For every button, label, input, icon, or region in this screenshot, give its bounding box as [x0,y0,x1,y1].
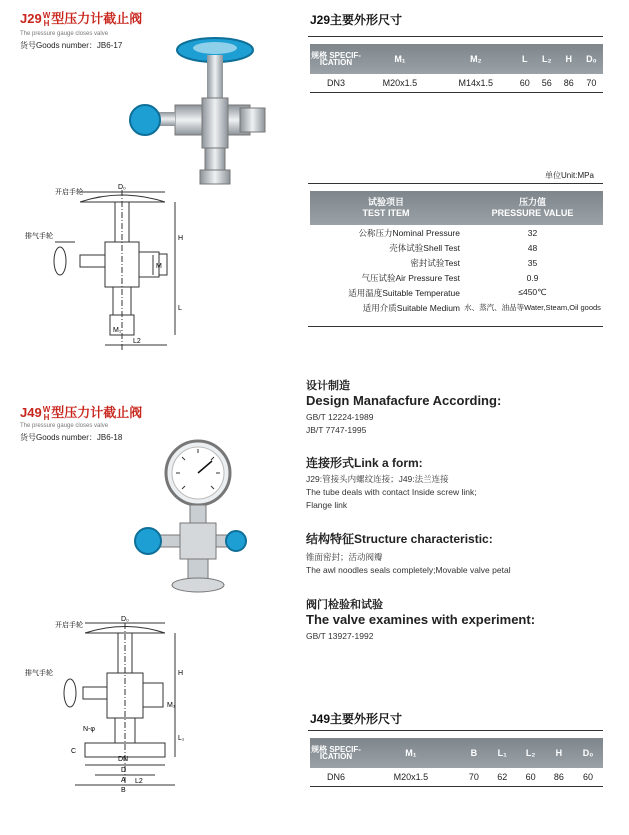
j49-spec-table [310,738,603,787]
test-item: 密封试验Test [410,257,460,268]
test-value: 32 [527,227,538,238]
divider [308,326,603,327]
dim-l2: L2 [133,338,141,345]
structure-heading: 结构特征Structure characteristic: [306,532,493,546]
table-header: 试验项目 TEST ITEM [310,191,462,225]
table-header: M₁ [362,44,438,74]
dim-l2: L2 [135,778,143,785]
table-cell: 60 [573,768,603,787]
design-section [306,377,616,437]
test-value: ≤450℃ [518,287,547,297]
test-item: 适用温度Suitable Temperatue [348,287,460,298]
dim-d0: D₀ [121,616,129,623]
dim-m1: M₁ [167,702,176,709]
j49-goods-number: 货号Goods number：JB6-18 [20,433,123,442]
divider [308,36,603,37]
label-open-handwheel: 开启手轮 [55,189,83,196]
test-value: 0.9 [526,272,539,283]
divider [308,730,603,731]
table-cell: 60 [514,74,536,93]
dim-b: B [121,787,126,794]
label-open-handwheel: 开启手轮 [55,622,83,629]
table-row [310,240,603,255]
table-cell: DN6 [310,768,362,787]
table-header: H [545,738,573,768]
table-row [310,74,603,93]
j29-subtitle: The pressure gauge closes valve [20,31,109,37]
inspection-heading-cn: 阀门检验和试验 [306,599,383,611]
table-cell: 86 [558,74,580,93]
dim-l1: L₁ [178,735,185,742]
inspection-heading-en: The valve examines with experiment: [306,612,536,627]
inspection-section [306,596,616,643]
table-header: M₂ [438,44,514,74]
j29-product-photo [120,20,280,195]
table-header-row [310,738,603,768]
test-value: 35 [527,257,538,268]
table-header: L₁ [488,738,516,768]
dim-d: D [121,767,127,774]
j29-technical-drawing [25,180,200,355]
design-line: GB/T 12224-1989 [306,412,374,422]
table-cell: 62 [488,768,516,787]
dim-a: A [121,777,126,784]
table-cell: 70 [460,768,488,787]
test-item: 公称压力Nominal Pressure [358,227,460,238]
table-cell: 70 [580,74,603,93]
j49-dimension-title: J49主要外形尺寸 [310,712,403,726]
dim-d0: D₀ [118,184,126,191]
table-row [310,225,603,240]
table-row [310,255,603,270]
test-table [310,191,603,315]
link-line: Flange link [306,500,348,510]
j49-product-photo [120,435,250,600]
test-item: 气压试验Air Pressure Test [361,272,460,283]
dim-n: N-φ [83,726,95,733]
link-heading: 连接形式Link a form: [306,456,423,470]
table-cell: 86 [545,768,573,787]
structure-line: The awl noodles seals completely;Movable valve petal [306,565,511,575]
link-section [306,454,616,512]
j29-dimension-title: J29主要外形尺寸 [310,13,403,27]
table-cell: M14x1.5 [438,74,514,93]
j29-goods-number: 货号Goods number：JB6-17 [20,41,123,50]
table-cell: 60 [516,768,544,787]
j29-title: J29W H 型压力计截止阀 [20,10,143,28]
j49-title: J49W H 型压力计截止阀 [20,404,143,422]
table-row [310,300,603,315]
table-header: L₂ [536,44,558,74]
dim-l: L [178,305,182,312]
design-line: JB/T 7747-1995 [306,425,367,435]
j29-spec-table [310,44,603,93]
structure-line: 锥面密封；活动阀瓣 [306,552,383,562]
test-item: 适用介质Suitable Medium [362,302,460,313]
table-cell: M20x1.5 [362,74,438,93]
dim-m1: M₁ [113,327,122,334]
table-header: D₀ [580,44,603,74]
dim-c: C [71,748,77,755]
table-header-row [310,44,603,74]
dim-dn: DN [118,756,129,763]
dim-h: H [178,235,184,242]
table-cell: 56 [536,74,558,93]
table-header: L₂ [516,738,544,768]
inspection-line: GB/T 13927-1992 [306,631,374,641]
design-heading-cn: 设计制造 [306,380,350,392]
table-row [310,285,603,300]
table-header: M₁ [362,738,460,768]
table-header: H [558,44,580,74]
table-header: 规格 SPECIF- ICATION [310,738,362,768]
structure-section [306,530,616,577]
unit-label: 单位Unit:MPa [545,171,594,180]
test-value: 48 [527,242,538,253]
table-row [310,270,603,285]
table-row [310,768,603,787]
table-cell: M20x1.5 [362,768,460,787]
table-header: L [514,44,536,74]
j49-technical-drawing [25,615,200,800]
table-header: D₀ [573,738,603,768]
label-vent-handwheel: 排气手轮 [25,233,53,240]
link-line: J29:管接头内螺纹连接；J49:法兰连接 [306,474,449,484]
j49-subtitle: The pressure gauge closes valve [20,423,109,429]
design-heading-en: Design Manafacfure According: [306,393,502,408]
link-line: The tube deals with contact Inside screw link; [306,487,477,497]
table-header: 规格 SPECIF- ICATION [310,44,362,74]
dim-m: M [156,263,162,270]
table-header: B [460,738,488,768]
divider [308,183,603,184]
dim-h: H [178,670,184,677]
table-header-row [310,191,603,225]
test-item: 壳体试验Shell Test [389,242,460,253]
table-header: 压力值 PRESSURE VALUE [462,191,603,225]
test-value: 水、蒸汽、油品等Water,Steam,Oil goods [464,303,601,312]
label-vent-handwheel: 排气手轮 [25,670,53,677]
table-cell: DN3 [310,74,362,93]
